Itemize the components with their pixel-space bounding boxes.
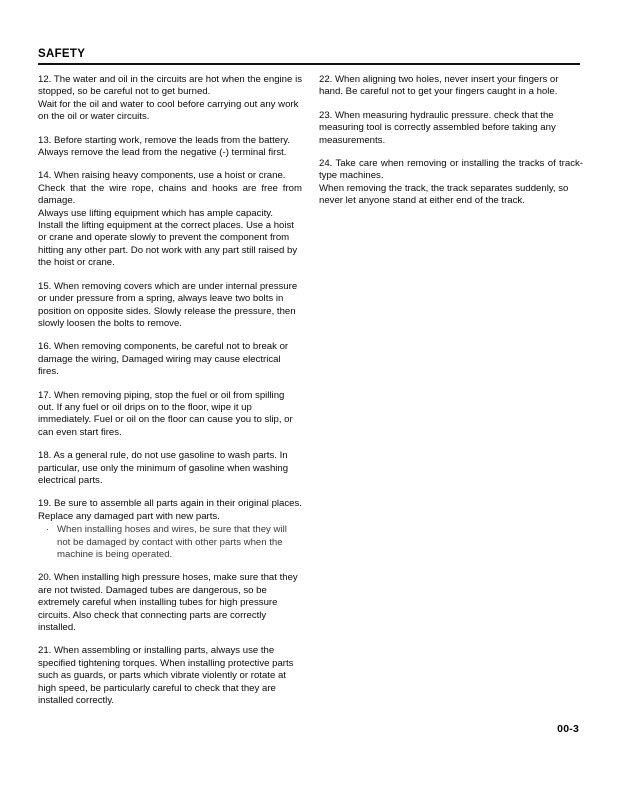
safety-item-13	[38, 135, 302, 160]
paragraph: 19. Be sure to assemble all parts again in their original places.	[38, 498, 302, 510]
safety-item-16	[38, 341, 302, 378]
safety-item-23	[319, 110, 583, 147]
paragraph: 24. Take care when removing or installing the tracks of track-type machines.	[319, 158, 583, 182]
paragraph: Check that the wire rope, chains and hooks are free from damage.	[38, 182, 302, 207]
safety-item-19	[38, 498, 302, 561]
safety-item-14	[38, 170, 302, 269]
paragraph: Wait for the oil and water to cool before carrying out any work on the oil or water circuits.	[38, 98, 299, 123]
paragraph: 17. When removing piping, stop the fuel or oil from spilling out. If any fuel or oil drips on to the floor, wipe it up immediately. Fuel or oil on the floor can cause you to slip, or can even start fires.	[38, 389, 293, 438]
paragraph: 22. When aligning two holes, never insert your fingers or hand. Be careful not to get your fingers caught in a hole.	[319, 74, 559, 98]
page-title: SAFETY	[38, 48, 86, 60]
left-column	[38, 74, 302, 707]
paragraph: Replace any damaged part with new parts.	[38, 510, 220, 522]
safety-item-24	[319, 158, 583, 208]
safety-item-21	[38, 645, 302, 707]
safety-item-20	[38, 572, 302, 634]
bullet-text: When installing hoses and wires, be sure that they will not be damaged by contact with other parts when the machine is being operated.	[57, 524, 287, 560]
paragraph: 21. When assembling or installing parts, always use the specified tightening torques. When installing protective parts such as guards, or parts which vibrate violently or rotate at high speed, be particularly careful to check that they are installed correctly.	[38, 645, 294, 707]
paragraph: 14. When raising heavy components, use a hoist or crane.	[38, 170, 286, 182]
safety-item-12	[38, 74, 302, 124]
safety-item-22	[319, 74, 583, 99]
safety-item-18	[38, 450, 302, 487]
paragraph: 12. The water and oil in the circuits are hot when the engine is stopped, so be careful not to get burned.	[38, 74, 302, 98]
paragraph: 23. When measuring hydraulic pressure. check that the measuring tool is correctly assembled before taking any measurements.	[319, 109, 556, 146]
page-header	[38, 48, 580, 65]
safety-item-17	[38, 390, 302, 440]
two-column-body	[38, 74, 583, 707]
paragraph: 16. When removing components, be careful not to break or damage the wiring, Damaged wiring may cause electrical fires.	[38, 341, 289, 378]
bullet-dot-icon: ·	[46, 524, 50, 536]
paragraph: Install the lifting equipment at the correct places. Use a hoist or crane and operate slowly to prevent the component from hitting any other part. Do not work with any part still raised by the hoist or crane.	[38, 220, 298, 269]
paragraph: 20. When installing high pressure hoses, make sure that they are not twisted. Damaged tubes are dangerous, so be extremely careful when installing tubes for high pressure circuits. Also check that connecting parts are correctly installed.	[38, 572, 298, 634]
paragraph: Always use lifting equipment which has ample capacity.	[38, 207, 273, 219]
paragraph: 18. As a general rule, do not use gasoline to wash parts. In particular, use only the minimum of gasoline when washing electrical parts.	[38, 450, 289, 486]
bullet-item	[38, 524, 302, 561]
paragraph: When removing the track, the track separates suddenly, so never let anyone stand at either end of the track.	[319, 182, 569, 207]
safety-item-15	[38, 281, 302, 331]
right-column	[319, 74, 583, 208]
paragraph: 15. When removing covers which are under internal pressure or under pressure from a spring, always leave two bolts in position on opposite sides. Slowly release the pressure, then slowly loosen the bolts to remove.	[38, 280, 298, 329]
paragraph: 13. Before starting work, remove the leads from the battery. Always remove the lead from the negative (-) terminal first.	[38, 134, 291, 159]
header-divider	[38, 63, 580, 65]
page-number: 00-3	[557, 723, 579, 735]
